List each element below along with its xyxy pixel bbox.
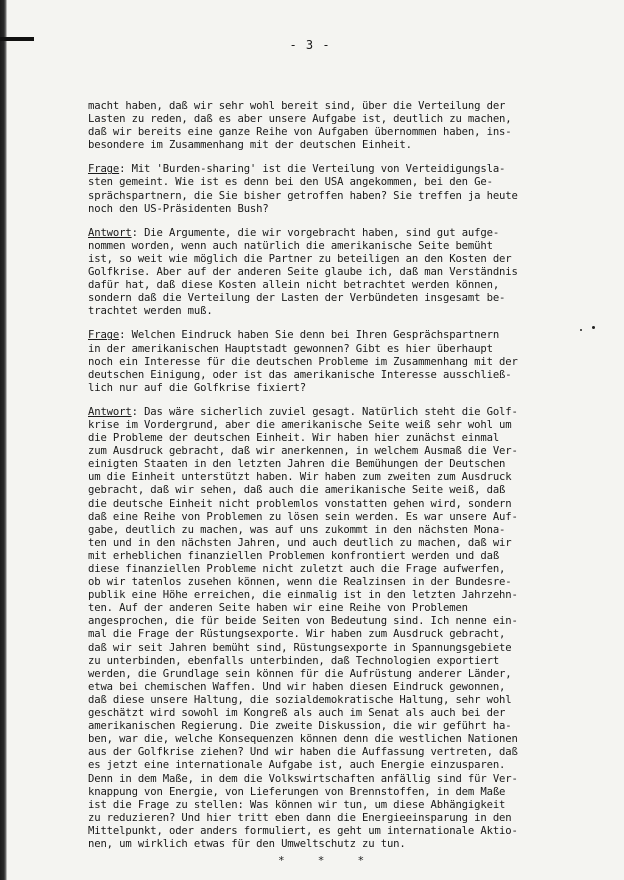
speaker-label: Frage [88, 163, 120, 176]
line-text: : Die Argumente, die wir vorgebracht haben, sind gut aufge- [131, 226, 500, 239]
text-line [88, 406, 540, 419]
question-paragraph [88, 163, 540, 215]
line-text: : Mit 'Burden-sharing' ist die Verteilung von Verteidigungsla- [119, 163, 506, 176]
text-line: zu unterbinden, ebenfalls unterbinden, daß Technologien exportiert [88, 654, 500, 667]
text-line: sprächspartnern, die Sie bisher getroffen haben? Sie treffen ja heute [88, 189, 518, 202]
text-line: daß eine Reihe von Problemen zu lösen sein werden. Es war unsere Auf- [88, 510, 518, 523]
text-line: ten. Auf der anderen Seite haben wir eine Reihe von Problemen [88, 602, 468, 615]
text-line [88, 329, 540, 342]
text-line: Denn in dem Maße, in dem die Volkswirtschaften anfällig sind für Ver- [88, 772, 518, 785]
text-line: um die Einheit unterstützt haben. Wir haben zum zweiten zum Ausdruck [88, 471, 512, 484]
text-line: einigten Staaten in den letzten Jahren die Bemühungen der Deutschen [88, 458, 506, 471]
text-line: mit erheblichen finanziellen Problemen konfrontiert werden und daß [88, 549, 500, 562]
text-line: dafür hat, daß diese Kosten allein nicht betrachtet werden können, [88, 279, 500, 292]
scan-speck [580, 329, 582, 331]
page-number: - 3 - [289, 38, 331, 52]
question-paragraph [88, 329, 540, 394]
margin-mark [0, 37, 34, 41]
text-line: noch den US-Präsidenten Bush? [88, 202, 269, 215]
text-line: Lasten zu reden, daß es aber unsere Aufgabe ist, deutlich zu machen, [88, 113, 512, 126]
text-line [88, 163, 540, 176]
line-text: : Das wäre sicherlich zuviel gesagt. Natürlich steht die Golf- [131, 405, 518, 418]
line-text: : Welchen Eindruck haben Sie denn bei Ihren Gesprächspartnern [119, 329, 500, 342]
text-line: die Probleme der deutschen Einheit. Wir haben hier zunächst einmal [88, 432, 500, 445]
text-line: etwa bei chemischen Waffen. Und wir haben diesen Eindruck gewonnen, [88, 680, 506, 693]
text-line: krise im Vordergrund, aber die amerikanische Seite weiß sehr wohl um [88, 418, 512, 431]
text-line: lich nur auf die Golfkrise fixiert? [88, 381, 306, 394]
text-line: Golfkrise. Aber auf der anderen Seite glaube ich, daß man Verständnis [88, 266, 518, 279]
text-line: ob wir tatenlos zusehen können, wenn die Realzinsen in der Bundesre- [88, 576, 512, 589]
text-line: knappung von Energie, von Lieferungen von Brennstoffen, in dem Maße [88, 785, 506, 798]
text-line: diese finanziellen Probleme nicht zuletzt auch die Frage aufwerfen, [88, 563, 506, 575]
text-line: gebracht, daß wir sehen, daß auch die amerikanische Seite weiß, daß [88, 484, 506, 497]
text-line: daß diese unsere Haltung, die sozialdemokratische Haltung, sehr wohl [88, 693, 512, 706]
text-line [88, 227, 540, 240]
text-line: in der amerikanischen Hauptstadt gewonnen? Gibt es hier überhaupt [88, 342, 493, 355]
text-line: angesprochen, die für beide Seiten von Bedeutung sind. Ich nenne ein- [88, 615, 518, 628]
text-line: Mittelpunkt, oder anders formuliert, es geht um internationale Aktio- [88, 824, 518, 837]
text-line: publik eine Höhe erreichen, die einmalig ist in den letzten Jahrzehn- [88, 589, 518, 602]
text-line: noch ein Interesse für die deutschen Probleme im Zusammenhang mit der [88, 355, 518, 368]
text-line: werden, die Grundlage sein können für die Aufrüstung anderer Länder, [88, 667, 512, 680]
text-line: aus der Golfkrise ziehen? Und wir haben die Auffassung vertreten, daß [88, 746, 518, 759]
text-line: ben, war die, welche Konsequenzen können denn die westlichen Nationen [88, 733, 518, 746]
document-body [88, 100, 540, 867]
text-line: ist die Frage zu stellen: Was können wir tun, um diese Abhängigkeit [88, 798, 506, 811]
text-line: deutschen Einigung, oder ist das amerikanische Interesse ausschließ- [88, 368, 512, 381]
speaker-label: Antwort [88, 405, 132, 418]
text-line: trachtet werden muß. [88, 305, 213, 318]
text-line: ten und in den nächsten Jahren, und auch deutlich zu machen, daß wir [88, 536, 512, 549]
continuation-paragraph [88, 100, 540, 152]
text-line: zu reduzieren? Und hier tritt eben dann die Energieeinsparung in den [88, 811, 512, 824]
text-line: mal die Frage der Rüstungsexporte. Wir haben zum Ausdruck gebracht, [88, 628, 506, 641]
text-line: geschätzt wird sowohl im Kongreß als auch im Senat als auch bei der [88, 707, 506, 720]
text-line: sten gemeint. Wie ist es denn bei den USA angekommen, bei den Ge- [88, 176, 493, 189]
answer-paragraph [88, 227, 540, 319]
text-line: sondern daß die Verteilung der Lasten der Verbündeten insgesamt be- [88, 292, 506, 305]
text-line: nen, um wirklich etwas für den Umweltschutz zu tun. [88, 837, 406, 850]
text-line: zum Ausdruck gebracht, daß wir anerkennen, in welchem Ausmaß die Ver- [88, 445, 518, 458]
text-line: es jetzt eine internationale Aufgabe ist, auch Energie einzusparen. [88, 759, 506, 772]
text-line: nommen worden, wenn auch natürlich die amerikanische Seite bemüht [88, 239, 493, 252]
text-line: besondere im Zusammenhang mit der deutschen Einheit. [88, 139, 412, 152]
scan-speck [592, 326, 595, 329]
speaker-label: Antwort [88, 226, 132, 239]
end-of-section-stars: * * * [278, 854, 365, 868]
scan-edge-shadow [0, 0, 7, 880]
text-line: amerikanischen Regierung. Die zweite Diskussion, die wir geführt ha- [88, 720, 512, 733]
text-line: gabe, deutlich zu machen, was auf uns zukommt in den nächsten Mona- [88, 523, 506, 536]
text-line: daß wir bereits eine ganze Reihe von Aufgaben übernommen haben, ins- [88, 126, 512, 139]
text-line: macht haben, daß wir sehr wohl bereit sind, über die Verteilung der [88, 100, 506, 112]
text-line: ist, so weit wie möglich die Partner zu beteiligen an den Kosten der [88, 252, 512, 265]
speaker-label: Frage [88, 329, 120, 342]
text-line: daß wir seit Jahren bemüht sind, Rüstungsexporte in Spannungsgebiete [88, 641, 512, 654]
answer-paragraph [88, 406, 540, 851]
text-line: die deutsche Einheit nicht problemlos vonstatten gehen wird, sondern [88, 497, 512, 510]
